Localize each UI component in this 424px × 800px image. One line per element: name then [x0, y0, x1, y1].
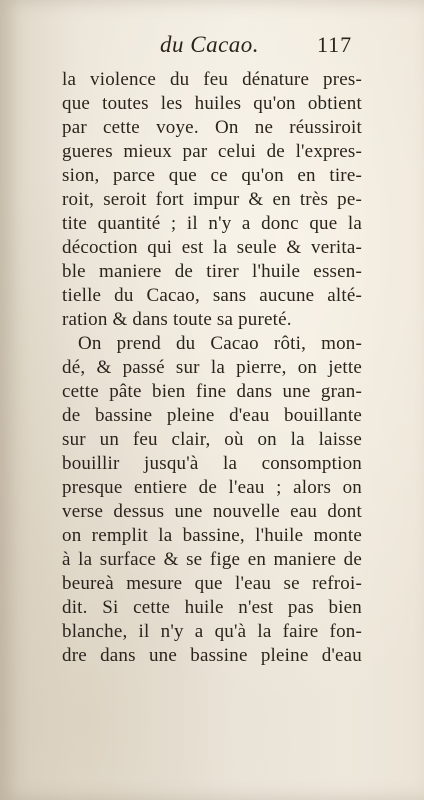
text-line: par cette voye. On ne réussiroit	[62, 117, 362, 138]
running-title: du Cacao.	[160, 32, 260, 57]
text-line: dit. Si cette huile n'est pas bien	[62, 597, 362, 618]
text-line: verse dessus une nouvelle eau dont	[62, 501, 362, 522]
text-line: tielle du Cacao, sans aucune alté-	[62, 285, 362, 306]
text-line: décoction qui est la seule & verita-	[62, 237, 362, 258]
page-header	[0, 32, 424, 62]
text-line: sur un feu clair, où on la laisse	[62, 429, 362, 450]
text-line: blanche, il n'y a qu'à la faire fon-	[62, 621, 362, 642]
text-line: gueres mieux par celui de l'expres-	[62, 141, 362, 162]
text-line: roit, seroit fort impur & en très pe-	[62, 189, 362, 210]
text-line: dé, & passé sur la pierre, on jette	[62, 357, 362, 378]
text-line: presque entiere de l'eau ; alors on	[62, 477, 362, 498]
page-number: 117	[317, 32, 353, 57]
text-line: dre dans une bassine pleine d'eau	[62, 645, 362, 666]
text-line: la violence du feu dénature pres-	[62, 69, 362, 90]
paragraph-start-line: On prend du Cacao rôti, mon-	[78, 333, 362, 354]
paragraph-end-line: ration & dans toute sa pureté.	[62, 309, 292, 330]
text-line: sion, parce que ce qu'on en tire-	[62, 165, 362, 186]
text-line: que toutes les huiles qu'on obtient	[62, 93, 362, 114]
text-line: cette pâte bien fine dans une gran-	[62, 381, 362, 402]
text-line: à la surface & se fige en maniere de	[62, 549, 362, 570]
text-line: ble maniere de tirer l'huile essen-	[62, 261, 362, 282]
text-line: tite quantité ; il n'y a donc que la	[62, 213, 362, 234]
text-line: beureà mesure que l'eau se refroi-	[62, 573, 362, 594]
text-line: de bassine pleine d'eau bouillante	[62, 405, 362, 426]
text-line: bouillir jusqu'à la consomption	[62, 453, 362, 474]
text-line: on remplit la bassine, l'huile monte	[62, 525, 362, 546]
body-text	[62, 68, 362, 668]
